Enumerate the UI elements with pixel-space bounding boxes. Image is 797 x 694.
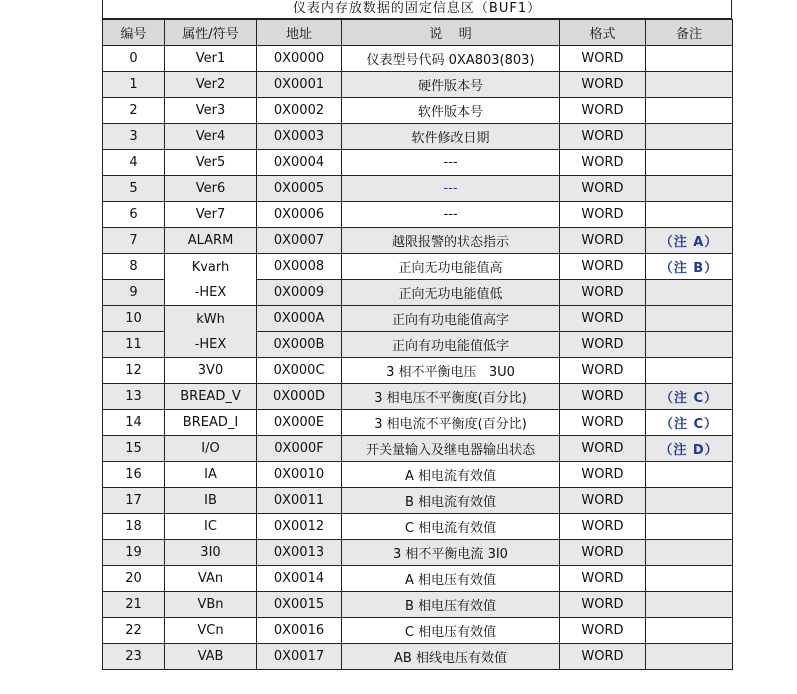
cell-format: WORD bbox=[560, 618, 646, 644]
cell-addr: 0X0001 bbox=[257, 72, 342, 98]
header-row bbox=[103, 20, 733, 46]
cell-addr: 0X0006 bbox=[257, 202, 342, 228]
cell-addr: 0X000D bbox=[257, 384, 342, 410]
table-row bbox=[103, 46, 733, 72]
cell-addr: 0X0003 bbox=[257, 124, 342, 150]
cell-desc: 正向有功电能值高字 bbox=[342, 306, 560, 332]
cell-addr: 0X0000 bbox=[257, 46, 342, 72]
cell-addr: 0X0013 bbox=[257, 540, 342, 566]
table-row bbox=[103, 358, 733, 384]
cell-note: （注 C） bbox=[646, 410, 733, 436]
cell-attr: I/O bbox=[165, 436, 257, 462]
cell-attr: Ver5 bbox=[165, 150, 257, 176]
cell-format: WORD bbox=[560, 436, 646, 462]
cell-note: （注 C） bbox=[646, 384, 733, 410]
cell-desc: --- bbox=[342, 176, 560, 202]
cell-format: WORD bbox=[560, 332, 646, 358]
cell-format: WORD bbox=[560, 150, 646, 176]
cell-format: WORD bbox=[560, 644, 646, 670]
cell-no: 18 bbox=[103, 514, 165, 540]
table-row bbox=[103, 72, 733, 98]
cell-addr: 0X0004 bbox=[257, 150, 342, 176]
cell-attr: ALARM bbox=[165, 228, 257, 254]
cell-format: WORD bbox=[560, 514, 646, 540]
cell-addr: 0X000C bbox=[257, 358, 342, 384]
cell-format: WORD bbox=[560, 410, 646, 436]
cell-desc: 3 相不平衡电压 3U0 bbox=[342, 358, 560, 384]
cell-addr: 0X0005 bbox=[257, 176, 342, 202]
cell-format: WORD bbox=[560, 540, 646, 566]
cell-no: 16 bbox=[103, 462, 165, 488]
cell-desc: A 相电流有效值 bbox=[342, 462, 560, 488]
cell-desc: 3 相电流不平衡度(百分比) bbox=[342, 410, 560, 436]
table-row bbox=[103, 98, 733, 124]
cell-addr: 0X000F bbox=[257, 436, 342, 462]
cell-attr: Ver1 bbox=[165, 46, 257, 72]
table-row bbox=[103, 644, 733, 670]
cell-attr: Ver6 bbox=[165, 176, 257, 202]
table-row bbox=[103, 436, 733, 462]
cell-no: 15 bbox=[103, 436, 165, 462]
cell-note bbox=[646, 150, 733, 176]
cell-note bbox=[646, 46, 733, 72]
cell-format: WORD bbox=[560, 98, 646, 124]
cell-format: WORD bbox=[560, 592, 646, 618]
cell-desc: 软件版本号 bbox=[342, 98, 560, 124]
cell-attr-merged bbox=[165, 306, 257, 358]
cell-no: 3 bbox=[103, 124, 165, 150]
table-row bbox=[103, 410, 733, 436]
table-row bbox=[103, 228, 733, 254]
cell-no: 11 bbox=[103, 332, 165, 358]
cell-format: WORD bbox=[560, 358, 646, 384]
cell-desc: 3 相电压不平衡度(百分比) bbox=[342, 384, 560, 410]
cell-desc: 开关量输入及继电器输出状态 bbox=[342, 436, 560, 462]
table-row bbox=[103, 540, 733, 566]
cell-attr: VCn bbox=[165, 618, 257, 644]
header-note: 备注 bbox=[646, 20, 733, 46]
table-row bbox=[103, 150, 733, 176]
cell-no: 1 bbox=[103, 72, 165, 98]
cell-attr: BREAD_I bbox=[165, 410, 257, 436]
cell-desc: 正向有功电能值低字 bbox=[342, 332, 560, 358]
table-row bbox=[103, 566, 733, 592]
cell-no: 19 bbox=[103, 540, 165, 566]
cell-addr: 0X0010 bbox=[257, 462, 342, 488]
cell-desc: 3 相不平衡电流 3I0 bbox=[342, 540, 560, 566]
cell-note bbox=[646, 332, 733, 358]
table-row bbox=[103, 384, 733, 410]
header-addr: 地址 bbox=[257, 20, 342, 46]
cell-no: 14 bbox=[103, 410, 165, 436]
cell-no: 22 bbox=[103, 618, 165, 644]
cell-no: 0 bbox=[103, 46, 165, 72]
cell-no: 23 bbox=[103, 644, 165, 670]
cell-format: WORD bbox=[560, 488, 646, 514]
cell-no: 13 bbox=[103, 384, 165, 410]
cell-addr: 0X0014 bbox=[257, 566, 342, 592]
cell-note bbox=[646, 98, 733, 124]
cell-no: 12 bbox=[103, 358, 165, 384]
cell-note: （注 B） bbox=[646, 254, 733, 280]
cell-no: 2 bbox=[103, 98, 165, 124]
cell-desc: 越限报警的状态指示 bbox=[342, 228, 560, 254]
cell-format: WORD bbox=[560, 124, 646, 150]
cell-note bbox=[646, 202, 733, 228]
cell-note bbox=[646, 566, 733, 592]
cell-format: WORD bbox=[560, 176, 646, 202]
cell-addr: 0X0008 bbox=[257, 254, 342, 280]
cell-addr: 0X0016 bbox=[257, 618, 342, 644]
cell-format: WORD bbox=[560, 46, 646, 72]
table-row bbox=[103, 306, 733, 332]
cell-attr: -HEX bbox=[194, 284, 227, 300]
register-table bbox=[102, 19, 733, 670]
cell-note bbox=[646, 124, 733, 150]
cell-addr: 0X0017 bbox=[257, 644, 342, 670]
cell-note bbox=[646, 644, 733, 670]
cell-addr: 0X0002 bbox=[257, 98, 342, 124]
cell-format: WORD bbox=[560, 280, 646, 306]
cell-note bbox=[646, 514, 733, 540]
cell-attr-merged bbox=[165, 254, 257, 306]
cell-attr: kWh bbox=[196, 311, 225, 327]
cell-note bbox=[646, 592, 733, 618]
cell-attr: VAn bbox=[165, 566, 257, 592]
table-row bbox=[103, 124, 733, 150]
cell-desc: 硬件版本号 bbox=[342, 72, 560, 98]
cell-desc: --- bbox=[342, 202, 560, 228]
cell-desc: C 相电流有效值 bbox=[342, 514, 560, 540]
cell-addr: 0X0011 bbox=[257, 488, 342, 514]
header-format: 格式 bbox=[560, 20, 646, 46]
cell-format: WORD bbox=[560, 566, 646, 592]
cell-no: 10 bbox=[103, 306, 165, 332]
cell-format: WORD bbox=[560, 72, 646, 98]
cell-no: 9 bbox=[103, 280, 165, 306]
cell-attr: Ver2 bbox=[165, 72, 257, 98]
cell-note bbox=[646, 618, 733, 644]
table-row bbox=[103, 254, 733, 280]
buf1-table-sheet bbox=[102, 0, 732, 670]
cell-addr: 0X000E bbox=[257, 410, 342, 436]
cell-format: WORD bbox=[560, 254, 646, 280]
cell-format: WORD bbox=[560, 228, 646, 254]
cell-note bbox=[646, 306, 733, 332]
cell-no: 4 bbox=[103, 150, 165, 176]
cell-no: 20 bbox=[103, 566, 165, 592]
cell-attr: -HEX bbox=[194, 336, 227, 352]
cell-attr: Kvarh bbox=[191, 259, 230, 275]
cell-addr: 0X000B bbox=[257, 332, 342, 358]
cell-desc: B 相电压有效值 bbox=[342, 592, 560, 618]
cell-desc: B 相电流有效值 bbox=[342, 488, 560, 514]
cell-no: 5 bbox=[103, 176, 165, 202]
cell-attr: IA bbox=[165, 462, 257, 488]
table-row bbox=[103, 592, 733, 618]
cell-note: （注 A） bbox=[646, 228, 733, 254]
table-row bbox=[103, 202, 733, 228]
cell-desc: --- bbox=[342, 150, 560, 176]
cell-no: 7 bbox=[103, 228, 165, 254]
cell-note bbox=[646, 72, 733, 98]
cell-attr: BREAD_V bbox=[165, 384, 257, 410]
cell-attr: 3V0 bbox=[165, 358, 257, 384]
cell-note: （注 D） bbox=[646, 436, 733, 462]
table-row bbox=[103, 618, 733, 644]
cell-desc: AB 相线电压有效值 bbox=[342, 644, 560, 670]
cell-attr: IB bbox=[165, 488, 257, 514]
cell-note bbox=[646, 176, 733, 202]
cell-format: WORD bbox=[560, 202, 646, 228]
cell-desc: 仪表型号代码 0XA803(803) bbox=[342, 46, 560, 72]
cell-desc: C 相电压有效值 bbox=[342, 618, 560, 644]
cell-addr: 0X0009 bbox=[257, 280, 342, 306]
header-attr: 属性/符号 bbox=[165, 20, 257, 46]
cell-no: 8 bbox=[103, 254, 165, 280]
cell-attr: VAB bbox=[165, 644, 257, 670]
cell-attr: Ver7 bbox=[165, 202, 257, 228]
cell-attr: Ver4 bbox=[165, 124, 257, 150]
cell-attr: IC bbox=[165, 514, 257, 540]
cell-addr: 0X000A bbox=[257, 306, 342, 332]
cell-note bbox=[646, 488, 733, 514]
table-row bbox=[103, 488, 733, 514]
cell-desc: 软件修改日期 bbox=[342, 124, 560, 150]
cell-desc: 正向无功电能值高 bbox=[342, 254, 560, 280]
cell-attr: Ver3 bbox=[165, 98, 257, 124]
table-row bbox=[103, 462, 733, 488]
cell-note bbox=[646, 358, 733, 384]
cell-addr: 0X0015 bbox=[257, 592, 342, 618]
cell-no: 6 bbox=[103, 202, 165, 228]
cell-format: WORD bbox=[560, 462, 646, 488]
table-title: 仪表内存放数据的固定信息区（BUF1） bbox=[102, 0, 732, 19]
cell-attr: VBn bbox=[165, 592, 257, 618]
cell-note bbox=[646, 540, 733, 566]
header-desc: 说 明 bbox=[342, 20, 560, 46]
cell-desc: 正向无功电能值低 bbox=[342, 280, 560, 306]
cell-format: WORD bbox=[560, 306, 646, 332]
cell-addr: 0X0007 bbox=[257, 228, 342, 254]
cell-note bbox=[646, 280, 733, 306]
header-no: 编号 bbox=[103, 20, 165, 46]
table-row bbox=[103, 176, 733, 202]
cell-no: 17 bbox=[103, 488, 165, 514]
cell-note bbox=[646, 462, 733, 488]
cell-desc: A 相电压有效值 bbox=[342, 566, 560, 592]
cell-no: 21 bbox=[103, 592, 165, 618]
cell-format: WORD bbox=[560, 384, 646, 410]
cell-addr: 0X0012 bbox=[257, 514, 342, 540]
cell-attr: 3I0 bbox=[165, 540, 257, 566]
table-row bbox=[103, 514, 733, 540]
